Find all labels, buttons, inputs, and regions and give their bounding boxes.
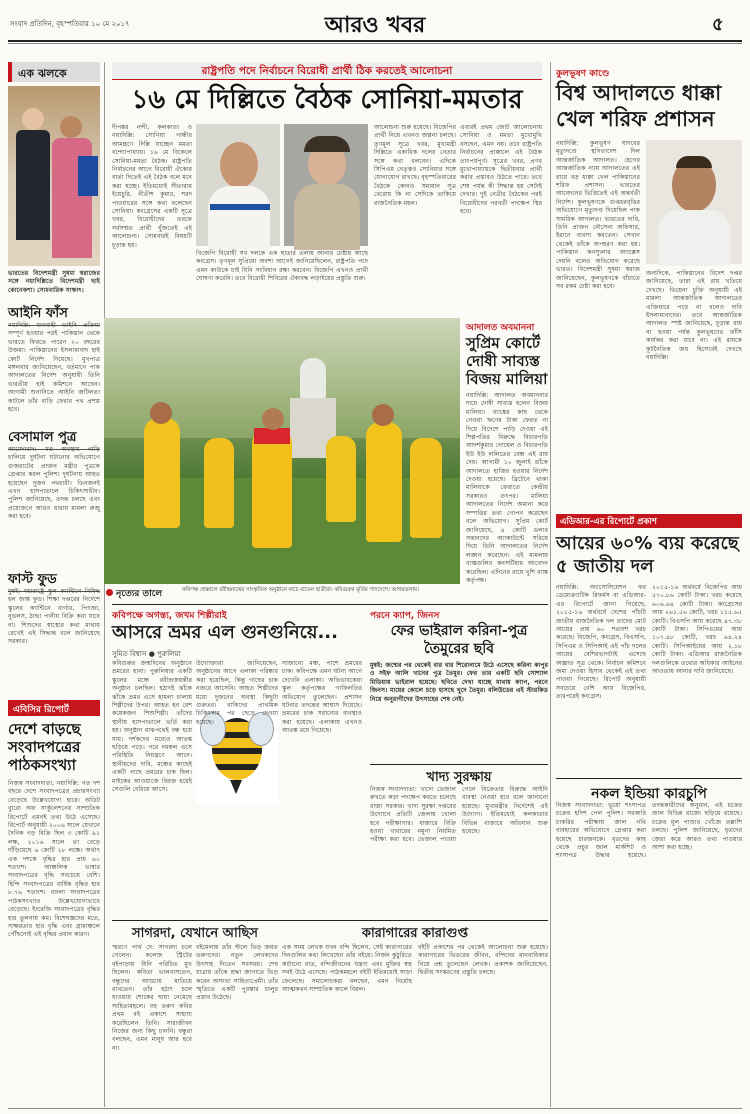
- sonia-photo: [284, 124, 368, 246]
- ek-jholke-label: এক ঝলকে: [8, 62, 100, 82]
- diplomats-photo: [8, 86, 100, 266]
- mamata-photo: [196, 124, 280, 246]
- food-body: নিজস্ব সংবাদদাতা: খাদ্যে ভেজাল রুখতে কড়া পদক্ষেপ করতে চলেছে রাজ্য সরকার। খাদ্য সুরক্ষা দপ্তরের উদ্যোগে প্রতিটি জেলায় খোলা হবে পরীক্ষাগার। বাজারে বিক্রি হওয়া খাবারের নমুনা নিয়মিত পরীক্ষা করা হবে। ভেজাল পাওয়া গেলে বিক্রেতার বিরুদ্ধে আইনি ব্যবস্থা নেওয়া হবে বলে জানানো হয়েছে। মুখ্যমন্ত্রীর নির্দেশেই এই উদ্যোগ। ইতিমধ্যেই কলকাতার বিভিন্ন বাজারে অভিযান শুরু হয়েছে।: [370, 786, 548, 844]
- fast-food-title: ফাস্ট ফুড: [8, 570, 100, 592]
- besamal-title: বেসামাল পুত্র: [8, 428, 100, 450]
- page-number: ৫: [712, 14, 724, 35]
- kabipakkhe-headline: আসরে ভ্রমর এল গুনগুনিয়ে...: [112, 622, 338, 643]
- adr-tag: এডিআর-এর রিপোর্টে প্রকাশ: [556, 514, 742, 528]
- lead-kicker-bar: রাষ্ট্রপতি পদে নির্বাচনে বিরোধী প্রার্থী ঠিক করতেই আলোচনা: [112, 62, 542, 80]
- page-title: আরও খবর: [324, 12, 426, 38]
- sagar-headline: সাগরদা, যেখানে আছিস: [131, 926, 259, 941]
- supreme-headline: সুপ্রিম কোর্টে দোষী সাব্যস্ত বিজয় মালিয়া: [466, 334, 548, 388]
- abc-report-headline: দেশে বাড়ছে সংবাদপত্রের পাঠকসংখ্যা: [8, 720, 81, 774]
- lead-body-mid: বিজেপি বিরোধী সব দলকে এক ছাতার তলায় আনার চেষ্টায় আছে কংগ্রেস। তৃণমূল সুপ্রিমো অবশ্য আগেই জানিয়েছিলেন, রাষ্ট্রপতি পদে এমন কাউকে চাই যিনি সংবিধান রক্ষা করবেন। বিজেপি এখনও প্রার্থী ঘোষণা করেনি। তবে বিরোধী শিবিরের ঐক্যবদ্ধ লড়াইয়ের প্রস্তুতি শুরু।: [196, 250, 368, 283]
- kulbhushan-body: নয়াদিল্লি: কুলভূষণ যাদবের মৃত্যুদণ্ডে স্থগিতাদেশ দিল আন্তর্জাতিক আদালত। হেগের আন্তর্জাতিক ন্যায় আদালতের এই রায়ে বড় ধাক্কা খেল পাকিস্তানের শরিফ প্রশাসন। ভারতের আবেদনের ভিত্তিতেই এই অন্তর্বর্তী নির্দেশ। কুলভূষণকে গুপ্তচরবৃত্তির অভিযোগে মৃত্যুদণ্ড দিয়েছিল পাক সামরিক আদালত। ভারতের দাবি, তিনি প্রাক্তন নৌসেনা অফিসার, ইরানে ব্যবসা করতেন। সেখান থেকেই তাঁকে অপহরণ করা হয়। পাকিস্তান কনস্যুলার অ্যাক্সেস দেয়নি বলেও অভিযোগ করেছে ভারত। বিদেশমন্ত্রী সুষমা স্বরাজ জানিয়েছেন, কুলভূষণকে বাঁচাতে সব রকম চেষ্টা করা হবে।: [556, 140, 640, 290]
- besamal-body: আমেদাবাদ: মত্ত অবস্থায় গাড়ি চালিয়ে দুর্ঘটনা ঘটানোর অভিযোগে গুজরাটের প্রাক্তন মন্ত্রীর পুত্রকে গ্রেপ্তার করল পুলিশ। দুর্ঘটনায় আহত হয়েছেন দুজন পথচারী। তিনজনই এখন হাসপাতালে চিকিৎসাধীন। পুলিশ জানিয়েছে, তদন্ত চলছে এবং প্রয়োজনে আরও ধারায় মামলা রুজু করা হবে।: [8, 446, 100, 521]
- photo-caption-text: কবিপক্ষ প্রাক্কালে রবীন্দ্রনাথের সাংস্কৃতিক অনুষ্ঠানে নাচে মাতেন ছাত্রীরা। কবিগুরুর মূর্তির পাদদেশে। আগরতলায়।: [182, 587, 420, 593]
- supreme-tag: আদালত অবমাননা: [466, 323, 535, 333]
- ek-jholke-caption: ভারতের বিদেশমন্ত্রী সুষমা স্বরাজের সঙ্গে নয়াদিল্লিতে বিদেশমন্ত্রী ছাই কোনেকশা। সোমবারিক সাক্ষাৎ।: [8, 270, 100, 294]
- fast-food-body: মুম্বই: মহারাষ্ট্রে স্কুল ক্যান্টিনে নিষিদ্ধ হল জাঙ্ক ফুড। শিক্ষা দপ্তরের নির্দেশে স্কুলের ক্যান্টিনে বার্গার, পিৎজা, নুডলস, ঠান্ডা পানীয় বিক্রি করা যাবে না। শিশুদের স্বাস্থ্যের কথা মাথায় রেখেই এই সিদ্ধান্ত বলে জানিয়েছে সরকার।: [8, 588, 100, 646]
- abc-report-body: নিজস্ব সংবাদদাতা, নয়াদিল্লি: গত দশ বছরে দেশে সংবাদপত্রের প্রচারসংখ্যা বেড়েছে উল্লেখযোগ্য হারে। অডিট ব্যুরো অফ সার্কুলেশনের সাম্প্রতিক রিপোর্টে এমনই তথ্য উঠে এসেছে। রিপোর্ট অনুযায়ী ২০০৬ সালে যেখানে দৈনিক গড় বিক্রি ছিল ৩ কোটি ৯১ লক্ষ, ২০১৬ সালে তা বেড়ে দাঁড়িয়েছে ৬ কোটি ২৮ লক্ষে। অর্থাৎ এক দশকে বৃদ্ধির হার প্রায় ৬০ শতাংশ। আঞ্চলিক ভাষার সংবাদপত্রের বৃদ্ধি সবচেয়ে বেশি। হিন্দি সংবাদপত্রের বার্ষিক বৃদ্ধির হার ৮.৭৬ শতাংশ। বাংলা সংবাদপত্রের পাঠকসংখ্যাও উল্লেখযোগ্যভাবে বেড়েছে। ইংরেজি সংবাদপত্রের বৃদ্ধির হার তুলনায় কম। বিশেষজ্ঞদের মতে, সাক্ষরতার হার বৃদ্ধি এবং গ্রামাঞ্চলে পৌঁছনোই এই বৃদ্ধির প্রধান কারণ।: [8, 780, 100, 939]
- kulbhushan-headline: বিশ্ব আদালতে ধাক্কা খেল শরিফ প্রশাসন: [556, 81, 722, 131]
- kabipakkhe-body3: সাজানো মঞ্চ, পাশে ভ্রমরের চাক। কবিপক্ষে এমন ঘটনা আগে দেখেনি এলাকা। অভিভাবকেরা স্কুল কর্তৃপক্ষের গাফিলতির অভিযোগ তুলেছেন। প্রশাসন ঘটনার তদন্তের আশ্বাস দিয়েছে। ভ্রমরের চাক সরানোর ব্যবস্থাও করা হয়েছে। এলাকায় এখনও আতঙ্ক রয়ে গিয়েছে।: [282, 660, 362, 735]
- page-header: [0, 0, 750, 40]
- nakal-body: নিজস্ব সংবাদদাতা: ভুয়ো শংসাপত্র চক্রের হদিশ পেল পুলিশ। সরকারি চাকরির পরীক্ষায় জাল নথি ব্যবহারের অভিযোগে গ্রেপ্তার করা হয়েছে চারজনকে। ধৃতদের কাছ থেকে প্রচুর জাল মার্কশিট ও শংসাপত্র উদ্ধার হয়েছে। তদন্তকারীদের অনুমান, এই চক্রের জাল বিভিন্ন রাজ্যে ছড়িয়ে রয়েছে। চক্রের মূল পাণ্ডার খোঁজে তল্লাশি চলছে। পুলিশ জানিয়েছে, ধৃতদের জেরা করে আরও তথ্য পাওয়ার আশা করা হচ্ছে।: [556, 802, 742, 860]
- sagar-body2: বইমেলায় তাঁর স্টলে ভিড় জমত তরুণদের। নতুন লেখকদের উৎসাহ দিতেন সবসময়। শেষ যাত্রায় তাঁকে শ্রদ্ধা জানাতে ভিড় করেন অসংখ্য সাহিত্যপ্রেমী। তাঁর স্মৃতিতে একটি পুরস্কার চালুর প্রস্তাব উঠেছে।: [196, 944, 278, 1002]
- sagar-body: স্মরণে পার্থ দে: সাগরদা চলে গেলেন। কলেজ স্ট্রিটের বইপাড়ায় যিনি পরিচিত মুখ ছিলেন। কবিতা ভালবাসতেন, বন্ধুদের আড্ডায় মাতিয়ে রাখতেন। তাঁর হঠাৎ চলে যাওয়ায় শোকের ছায়া নেমেছে সাহিত্যমহলে। বহু তরুণ কবির প্রথম বই প্রকাশে সাহায্য করেছিলেন তিনি। সারাজীবন নিজের জন্য কিছু চাননি। বন্ধুরা বলছেন, এমন মানুষ আর হবে না।: [112, 944, 192, 1052]
- lead-body-far: এবারই প্রথম জোট আলোচনায় সোনিয়া ও মমতা মুখোমুখি বসছেন, এমন নয়। তবে রাষ্ট্রপতি নির্বাচনের প্রাক্কালে এই বৈঠক তাৎপর্যপূর্ণ। সূত্রের খবর, প্রণব মুখোপাধ্যায়কে দ্বিতীয়বার প্রার্থী করার প্রস্তাবও উঠতে পারে। তবে শেষ পর্যন্ত কী সিদ্ধান্ত হয় সেটাই দেখার। দুই নেত্রীর বৈঠকের পরই বিরোধীদের পরবর্তী পদক্ষেপ স্থির হবে।: [460, 124, 542, 216]
- kulbhushan-photo: [646, 140, 742, 264]
- aain-phas-title: আইনি ফাঁস: [8, 304, 100, 326]
- karina-tag: পরনে ক্যাপ, জিনস: [370, 611, 440, 621]
- karina-body: মুম্বই: জন্মের পর থেকেই বার বার শিরোনামে উঠে এসেছে করিনা কাপুর ও সইফ আলি খানের পুত্র তৈমুর। ফের তার একটি ছবি সোশ্যাল মিডিয়ায় ভাইরাল হয়েছে। ছবিতে দেখা যাচ্ছে মাথায় ক্যাপ, পরনে জিনস। মায়ের কোলে চড়ে হাসছে খুদে তৈমুর। বলিউডের এই স্টারকিড নিয়ে অনুরাগীদের উৎসাহের শেষ নেই।: [370, 662, 548, 703]
- karagar-body2: বইটি প্রকাশের পর থেকেই আলোচনা শুরু হয়েছে। কারাগারের ভিতরের জীবন, বন্দিদের মানবাধিকার নিয়ে প্রশ্ন তুলেছেন লেখক। প্রকাশক জানিয়েছেন, দ্বিতীয় সংস্করণের প্রস্তুতি চলছে।: [418, 944, 548, 977]
- karina-headline: ফের ভাইরাল করিনা-পুত্র তৈমুরের ছবি: [390, 623, 528, 657]
- adr-body2: ২০১৫-১৬ অর্থবর্ষে বিজেপির আয় ৫৭০.৮৬ কোটি টাকা। খরচ করেছে ৬০৬.৬৪ কোটি টাকা। কংগ্রেসের আয় ২৬১.৫৬ কোটি, খরচ ১১৫.৬৫ কোটি। বিএসপি আয় করেছে ৪৭.৩৮ কোটি টাকা। সিপিএমের আয় ১০৭.৪৮ কোটি, খরচ ৯৪.২৪ কোটি। সিপিআইয়ের আয় ২.১৮ কোটি টাকা। এডিআর রাজনৈতিক দলগুলিকে তথ্যের অধিকার আইনের আওতায় আনার দাবি জানিয়েছে।: [652, 584, 742, 676]
- abc-report-label: এবিসির রিপোর্ট: [8, 700, 100, 716]
- lead-body-right: আলোচনা শুরু হয়েছে। বিজেপির প্রার্থী নিয়ে এখনও জল্পনা চলছে। তৃণমূল সূত্রে খবর, মুখ্যমন্ত্রী দিল্লিতে একাধিক দলের নেতার সঙ্গে কথা বলবেন। এদিকে সিপিএম নেতৃত্বও সোনিয়ার সঙ্গে যোগাযোগ রাখছে। বৃহস্পতিবারের বৈঠকে কোনও সমাধান সূত্র বেরোয় কি না সেদিকে তাকিয়ে রাজনৈতিক মহল।: [374, 124, 456, 207]
- photo-caption-label: নৃত্যের তালে: [116, 589, 163, 599]
- kulbhushan-body2: অন্যদিকে, পাকিস্তানের বিদেশ দপ্তর জানিয়েছে, তারা এই রায় খতিয়ে দেখছে। ভিয়েনা চুক্তি অনুযায়ী এই মামলা আন্তর্জাতিক আদালতের এক্তিয়ারে পড়ে না বলেও দাবি ইসলামাবাদের। তবে আন্তর্জাতিক আদালত স্পষ্ট জানিয়েছে, চূড়ান্ত রায় না হওয়া পর্যন্ত কুলভূষণের ফাঁসি কার্যকর করা যাবে না। এই রায়কে কূটনৈতিক জয় হিসেবেই দেখছে নয়াদিল্লি।: [646, 270, 742, 362]
- supreme-body: নয়াদিল্লি: আদালত অবমাননার দায়ে দোষী সাব্যস্ত হলেন বিজয় মালিয়া। ব্যাঙ্কের কাছ থেকে নেওয়া ঋণের টাকা ফেরত না দিয়ে বিদেশে পাড়ি দেওয়া এই শিল্পপতির বিরুদ্ধে বিচারপতি আদর্শকুমার গোয়েল ও বিচারপতি ইউ ইউ ললিতের বেঞ্চ এই রায় দেয়। আগামী ১০ জুলাই তাঁকে আদালতে হাজির হওয়ার নির্দেশ দেওয়া হয়েছে। ব্রিটেনে থাকা মালিয়াকে ফেরাতে কেন্দ্রীয় সরকারও তৎপর। মালিয়া আদালতের নির্দেশ অমান্য করে সম্পত্তির তথ্য গোপন করেছেন বলে অভিযোগ। সুপ্রিম কোর্ট জানিয়েছে, ৪ কোটি ডলার সন্তানদের অ্যাকাউন্টে সরিয়ে দিয়ে তিনি আদালতের নির্দেশ লঙ্ঘন করেছেন। এই মামলায় ব্যাঙ্কগুলির কনসর্টিয়াম আবেদন করেছিল। এদিনের রায়ে খুশি ব্যাঙ্ক কর্তৃপক্ষ।: [466, 392, 548, 584]
- dance-photo: [104, 318, 460, 584]
- lead-headline: ১৬ মে দিল্লিতে বৈঠক সোনিয়া-মমতার: [131, 85, 523, 115]
- aain-phas-body: নয়াদিল্লি: যানবাহী ভাইবি প্রক্রিয়া সম্পূর্ণ হওয়ার পরই পাকিস্তান থেকে ভারতে ফিরতে পারেন ২০ বছরের উজমা। পাকিস্তানের ইসলামাবাদ হাই কোর্ট নির্দেশ দিয়েছে। মুখপাত্র মঙ্গলবার জানিয়েছেন, বর্তমানে পাক আদালতের নির্দেশ অনুযায়ী তিনি ভারতীয় হাই কমিশনে আছেন। আগামী শুনানিতে আইনি জটিলতা কাটলে তাঁর বাড়ি ফেরার পথ প্রশস্ত হবে।: [8, 322, 100, 414]
- adr-body: নয়াদিল্লি: অ্যাসোসিয়েশন ফর ডেমোক্র্যাটিক রিফর্মস বা এডিআর-এর রিপোর্টে জানা গিয়েছে, ২০১৫-১৬ অর্থবর্ষে দেশের পাঁচটি জাতীয় রাজনৈতিক দল তাদের মোট আয়ের প্রায় ৬০ শতাংশ খরচ করেছে। বিজেপি, কংগ্রেস, বিএসপি, সিপিএম ও সিপিআই এই পাঁচ দলের আয়ের বেশিরভাগটাই এসেছে অজ্ঞাত সূত্র থেকে। নির্বাচন কমিশনে জমা দেওয়া হিসাব থেকেই এই তথ্য পাওয়া গিয়েছে। রিপোর্ট অনুযায়ী সবচেয়ে বেশি আয় বিজেপির, তারপরেই কংগ্রেস।: [556, 584, 646, 701]
- kabipakkhe-byline: সুমিত বিশ্বাস ● পুরুলিয়া: [112, 650, 181, 658]
- kulbhushan-kicker: কুলভূষণ কাণ্ডে: [556, 69, 610, 79]
- kabipakkhe-body: কবিগুরুর জন্মদিনের অনুষ্ঠানে ভ্রমরের হানা। পুরুলিয়ার একটি স্কুলের মঞ্চে রবীন্দ্রজয়ন্তীর অনুষ্ঠান চলছিল। হঠাৎই ঝাঁকে ঝাঁকে ভ্রমর এসে হামলা চালায় শিল্পীদের উপর। আহত হন বেশ কয়েকজন শিশুশিল্পী। তাঁদের স্থানীয় হাসপাতালে ভর্তি করা হয়। অনুষ্ঠান মাঝপথেই বন্ধ হয়ে যায়। দর্শকদের মধ্যেও আতঙ্ক ছড়িয়ে পড়ে। পরে দমকল এসে পরিস্থিতি নিয়ন্ত্রণে আনে। স্থানীয়দের দাবি, মঞ্চের কাছেই একটি গাছে ভ্রমরের চাক ছিল। মাইকের আওয়াজে বিরক্ত হয়েই সেগুলি বেরিয়ে আসে।: [112, 660, 192, 794]
- nakal-headline: নকল ইন্ডিয়া কারচুপি: [591, 786, 707, 802]
- adr-headline: আয়ের ৬০% ব্যয় করেছে ৫ জাতীয় দল: [556, 533, 739, 577]
- karagar-body: এক সময় লেখক যখন বন্দি ছিলেন, সেই কারাগারের দিনগুলির কথা লিখেছেন তাঁর বইয়ে। নির্জন কুঠুরিতে কাটানো রাত, বন্দিজীবনের যন্ত্রণা এবং মুক্তির স্বপ্ন সবই উঠে এসেছে। পাঠকমহলে বইটি ইতিমধ্যেই সাড়া ফেলেছে। সমালোচকরা বলছেন, এমন নির্মোহ আত্মকথন সাম্প্রতিক কালে বিরল।: [282, 944, 412, 994]
- header-dateline: সংবাদ প্রতিদিন, বৃহস্পতিবার ১০ মে ২০১৭: [10, 20, 130, 28]
- kabipakkhe-body2: উদ্যোক্তারা জানিয়েছেন, অনুষ্ঠানের আগে এলাকা পরিষ্কার করা হয়েছিল, কিন্তু গাছের চাক নজরে আসেনি। আহত শিল্পীদের মধ্যে দুজনের অবস্থা কিছুটা গুরুতর। বাকিদের প্রাথমিক চিকিৎসার পর ছেড়ে দেওয়া হয়েছে।: [196, 660, 278, 726]
- photo-caption: [104, 586, 460, 600]
- karagar-headline: কারাগারের কারাগুপ্ত: [361, 926, 469, 941]
- lead-body-left: দীপঙ্কর নন্দী, কলকাতা ও নয়াদিল্লি: সোনিয়া গান্ধীর আমন্ত্রণে দিল্লি যাচ্ছেন মমতা বন্দ্যোপাধ্যায়। ১৬ মে বিকেলে সোনিয়া-মমতা বৈঠক। রাষ্ট্রপতি নির্বাচনের আগে বিরোধী ঐক্যের বার্তা দিতেই এই বৈঠক বলে মনে করা হচ্ছে। ইতিমধ্যেই সীতারাম ইয়েচুরি, নীতীশ কুমার, শরদ পাওয়ারের সঙ্গে কথা বলেছেন সোনিয়া। কংগ্রেসের একটি সূত্রে খবর, বিরোধীদের তরফে সর্বসম্মত প্রার্থী খুঁজতেই এই আলোচনা। সোমবারই বিষয়টি চূড়ান্ত হয়।: [112, 124, 192, 249]
- food-headline: খাদ্য সুরক্ষায়: [426, 770, 492, 785]
- kabipakkhe-tag: কবিপক্ষে অগস্ত্য, জখম শিল্পীরাই: [112, 611, 227, 621]
